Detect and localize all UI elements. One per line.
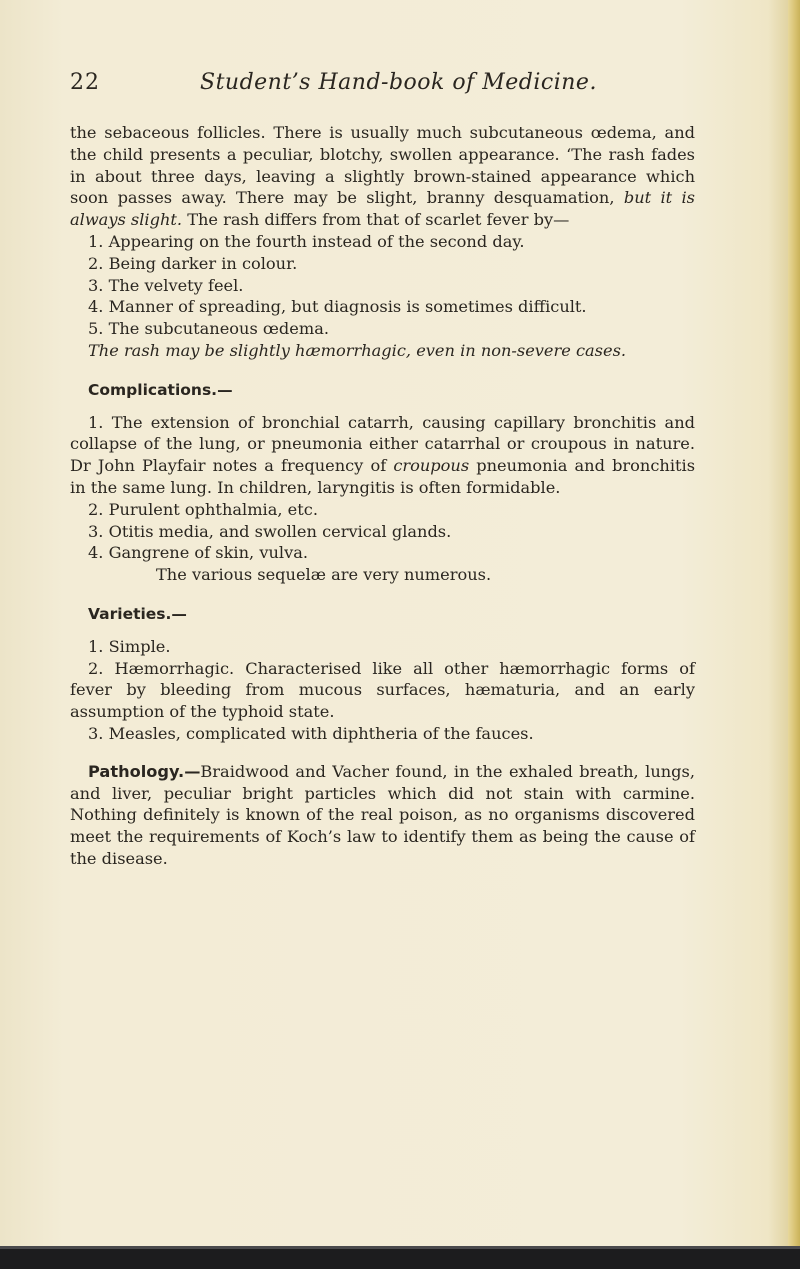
complication-text: pneumonia and bronchitis in the same lung. In children, laryngitis is often formidable. [70, 456, 695, 497]
list-item: 4. Manner of spreading, but diagnosis is sometimes difficult. [88, 297, 587, 317]
variety-item-3: 3. Measles, complicated with diphtheria of the fauces. [88, 723, 534, 743]
list-item: 5. The subcutaneous œdema. [88, 319, 330, 339]
variety-item-2: 2. Hæmorrhagic. Characterised like all other hæmorrhagic forms of fever by bleeding from mucous surfaces, hæmaturia, and an early assumption of the typhoid state. [70, 658, 695, 722]
rash-note [70, 340, 695, 362]
running-title: Student’s Hand-book of Medicine. [200, 70, 597, 95]
pathology-paragraph [70, 761, 695, 870]
complication-item-1 [70, 412, 695, 499]
rash-note-text: The rash may be slightly hæmorrhagic, even in non-severe cases. [88, 340, 627, 360]
intro-text-2: The rash differs from that of scarlet fever by— [182, 210, 570, 230]
intro-text-1: the sebaceous follicles. There is usually much subcutaneous œdema, and the child presents a peculiar, blotchy, swollen appearance. ‘The rash fades in about three days, leaving a slightly brown-stained appearance which soon passes away. There may be slight, branny desquamation, [70, 123, 695, 208]
scan-bottom-bar [0, 1246, 800, 1269]
list-item: 1. Appearing on the fourth instead of the second day. [88, 231, 525, 251]
variety-item-1: 1. Simple. [88, 636, 171, 656]
varieties-heading: Varieties.— [88, 604, 187, 623]
body-text [70, 122, 695, 870]
intro-paragraph [70, 122, 695, 231]
page-edge [788, 0, 800, 1269]
complications-heading: Complications.— [88, 380, 233, 399]
complication-item-3: 3. Otitis media, and swollen cervical glands. [88, 521, 452, 541]
page-header [70, 70, 720, 106]
list-item: 2. Being darker in colour. [88, 253, 298, 273]
complication-italic: croupous [393, 456, 470, 476]
page-number: 22 [70, 70, 100, 95]
pathology-heading: Pathology.— [88, 761, 201, 781]
complication-text: 1. The extension of bronchial catarrh, causing capillary bronchitis and collapse of the lung, or pneumonia either catarrhal or croupous in nature. Dr John Playfair notes a frequency of [70, 412, 695, 476]
sequelae-note: The various sequelæ are very numerous. [156, 565, 492, 585]
differences-list [70, 231, 695, 340]
complication-item-2: 2. Purulent ophthalmia, etc. [88, 499, 318, 519]
list-item: 3. The velvety feel. [88, 275, 244, 295]
complication-item-4: 4. Gangrene of skin, vulva. [88, 543, 309, 563]
pathology-text: Braidwood and Vacher found, in the exhaled breath, lungs, and liver, peculiar bright particles which did not stain with carmine. Nothing definitely is known of the real poison, as no organisms discovered meet the requirements of Koch’s law to identify them as being the cause of the disease. [70, 761, 695, 868]
intro-italic: but it is always slight. [70, 188, 695, 230]
